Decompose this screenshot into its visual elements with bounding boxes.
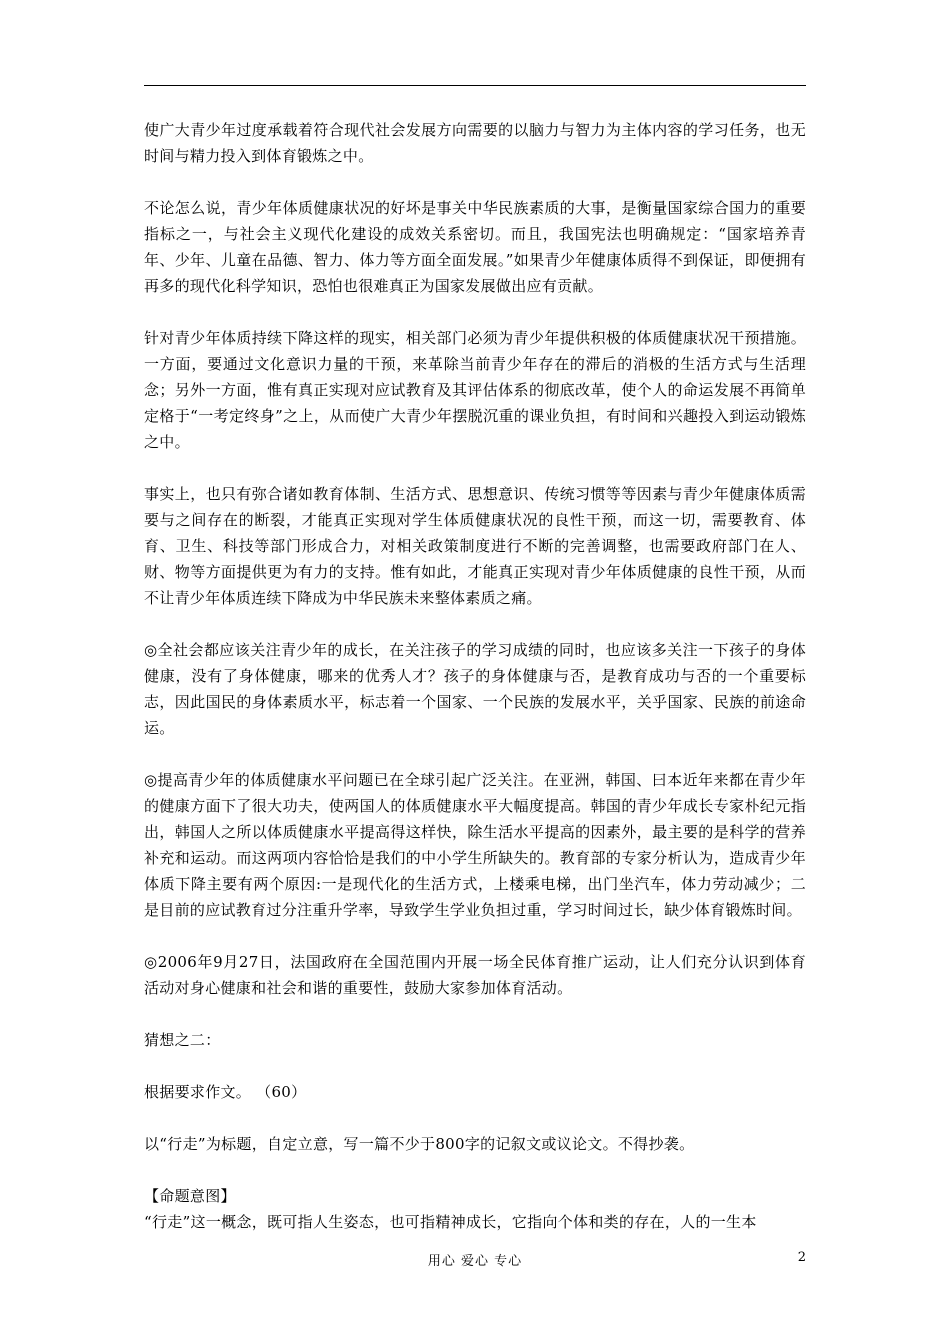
page-footer: [0, 1250, 950, 1270]
prompt-text: 以“行走”为标题，自定立意，写一篇不少于800字的记叙文或议论文。不得抄袭。: [144, 1135, 695, 1153]
footer-slogan: 用心 爱心 专心: [427, 1254, 523, 1269]
paragraph: 不论怎么说，青少年体质健康状况的好坏是事关中华民族素质的大事，是衡量国家综合国力的重要指标之一，与社会主义现代化建设的成效关系密切。而且，我国宪法也明确规定：“国家培养青年、少年、儿童在品德、智力、体力等方面全面发展。”如果青少年健康体质得不到保证，即便拥有再多的现代化科学知识，恐怕也很难真正为国家发展做出应有贡献。: [144, 199, 806, 295]
paragraph: ◎2006年9月27日，法国政府在全国范围内开展一场全民体育推广运动，让人们充分认识到体育活动对身心健康和社会和谐的重要性，鼓励大家参加体育活动。: [144, 953, 806, 997]
section-label: 猜想之二：: [144, 1031, 221, 1049]
paragraph: 针对青少年体质持续下降这样的现实，相关部门必须为青少年提供积极的体质健康状况干预措施。一方面，要通过文化意识力量的干预，来革除当前青少年存在的滞后的消极的生活方式与生活理念；另外一方面，惟有真正实现对应试教育及其评估体系的彻底改革，使个人的命运发展不再简单定格于“一考定终身”之上，从而使广大青少年摆脱沉重的课业负担，有时间和兴趣投入到运动锻炼之中。: [144, 329, 806, 451]
paragraph: “行走”这一概念，既可指人生姿态，也可指精神成长，它指向个体和类的存在，人的一生本: [144, 1213, 757, 1231]
paragraph: ◎全社会都应该关注青少年的成长，在关注孩子的学习成绩的同时，也应该多关注一下孩子的身体健康，没有了身体健康，哪来的优秀人才？孩子的身体健康与否，是教育成功与否的一个重要标志，因此国民的身体素质水平，标志着一个国家、一个民族的发展水平，关乎国家、民族的前途命运。: [144, 641, 806, 737]
paragraph: 使广大青少年过度承载着符合现代社会发展方向需要的以脑力与智力为主体内容的学习任务，也无时间与精力投入到体育锻炼之中。: [144, 121, 806, 165]
header-rule: [144, 85, 806, 86]
prompt-instruction: 根据要求作文。 （60）: [144, 1083, 307, 1101]
paragraph: ◎提高青少年的体质健康水平问题已在全球引起广泛关注。在亚洲，韩国、曰本近年来都在青少年的健康方面下了很大功夫，使两国人的体质健康水平大幅度提高。韩国的青少年成长专家朴纪元指出，韩国人之所以体质健康水平提高得这样快，除生活水平提高的因素外，最主要的是科学的营养补充和运动。而这两项内容恰恰是我们的中小学生所缺失的。教育部的专家分析认为，造成青少年体质下降主要有两个原因:一是现代化的生活方式，上楼乘电梯，出门坐汽车，体力劳动减少；二是目前的应试教育过分注重升学率，导致学生学业负担过重，学习时间过长，缺少体育锻炼时间。: [144, 771, 806, 919]
document-body: [144, 117, 806, 1239]
section-heading: 【命题意图】: [144, 1187, 236, 1205]
paragraph: 事实上，也只有弥合诸如教育体制、生活方式、思想意识、传统习惯等等因素与青少年健康体质需要与之间存在的断裂，才能真正实现对学生体质健康状况的良性干预，而这一切，需要教育、体育、卫生、科技等部门形成合力，对相关政策制度进行不断的完善调整，也需要政府部门在人、财、物等方面提供更为有力的支持。惟有如此，才能真正实现对青少年体质健康的良性干预，从而不让青少年体质连续下降成为中华民族未来整体素质之痛。: [144, 485, 806, 607]
page-number: 2: [797, 1250, 806, 1265]
